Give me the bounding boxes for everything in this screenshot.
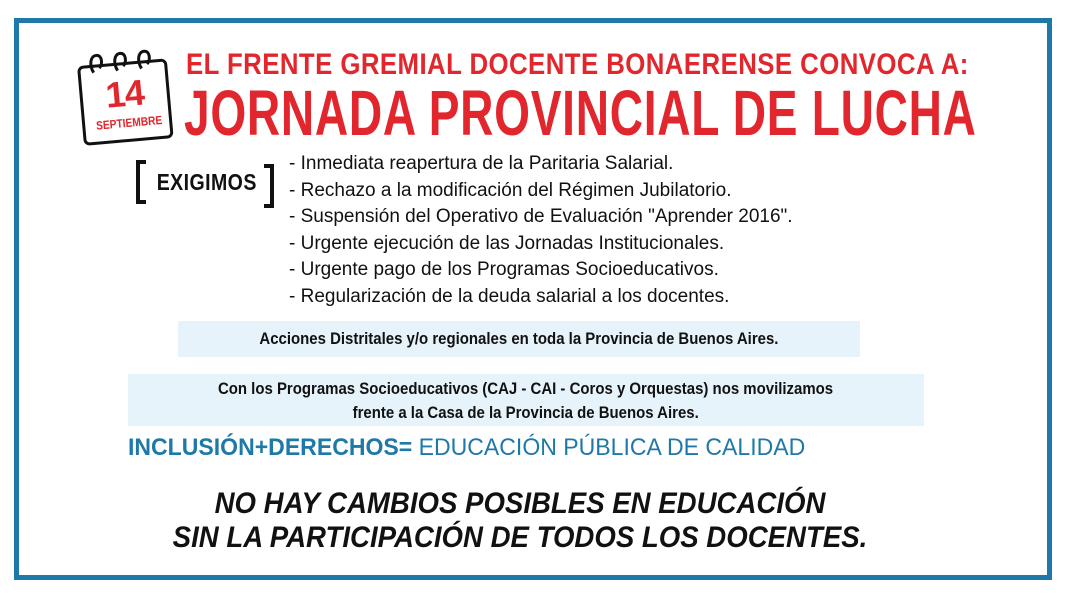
demands-list — [289, 151, 793, 310]
demand-item: - Urgente pago de los Programas Socioeducativos. — [289, 259, 719, 280]
exigimos-label: EXIGIMOS — [156, 169, 257, 195]
slogan-line-1: NO HAY CAMBIOS POSIBLES EN EDUCACIÓN — [214, 487, 826, 520]
exigimos-badge — [136, 160, 274, 206]
movilizacion-line-2: frente a la Casa de la Provincia de Buenos Aires. — [352, 403, 700, 422]
demand-item: - Regularización de la deuda salarial a los docentes. — [289, 285, 730, 307]
inclusion-slogan — [128, 433, 896, 463]
inclusion-bold: INCLUSIÓN+DERECHOS= — [128, 434, 413, 461]
bracket-left — [136, 160, 146, 204]
headline-jornada: JORNADA PROVINCIAL DE LUCHA — [184, 77, 977, 149]
movilizacion-line-1: Con los Programas Socioeducativos (CAJ - CAI - Coros y Orquestas) nos movilizamos — [218, 379, 834, 398]
demand-item: - Urgente ejecución de las Jornadas Institucionales. — [289, 232, 725, 254]
calendar-month: SEPTIEMBRE — [95, 112, 163, 133]
slogan-line-2: SIN LA PARTICIPACIÓN DE TODOS LOS DOCENTES. — [172, 521, 868, 554]
inclusion-regular: EDUCACIÓN PÚBLICA DE CALIDAD — [412, 434, 806, 461]
headline-convoca: EL FRENTE GREMIAL DOCENTE BONAERENSE CONVOCA A: — [186, 48, 969, 81]
closing-slogan — [100, 487, 940, 555]
demand-item: - Rechazo a la modificación del Régimen Jubilatorio. — [289, 179, 732, 201]
acciones-text: Acciones Distritales y/o regionales en toda la Provincia de Buenos Aires. — [259, 329, 779, 348]
calendar-icon — [70, 46, 182, 151]
acciones-box — [178, 321, 860, 357]
bracket-right — [264, 164, 274, 208]
demand-item: - Inmediata reapertura de la Paritaria Salarial. — [289, 153, 674, 174]
movilizacion-box — [128, 374, 924, 426]
demand-item: - Suspensión del Operativo de Evaluación "Aprender 2016". — [289, 206, 793, 227]
calendar-day: 14 — [103, 71, 146, 116]
